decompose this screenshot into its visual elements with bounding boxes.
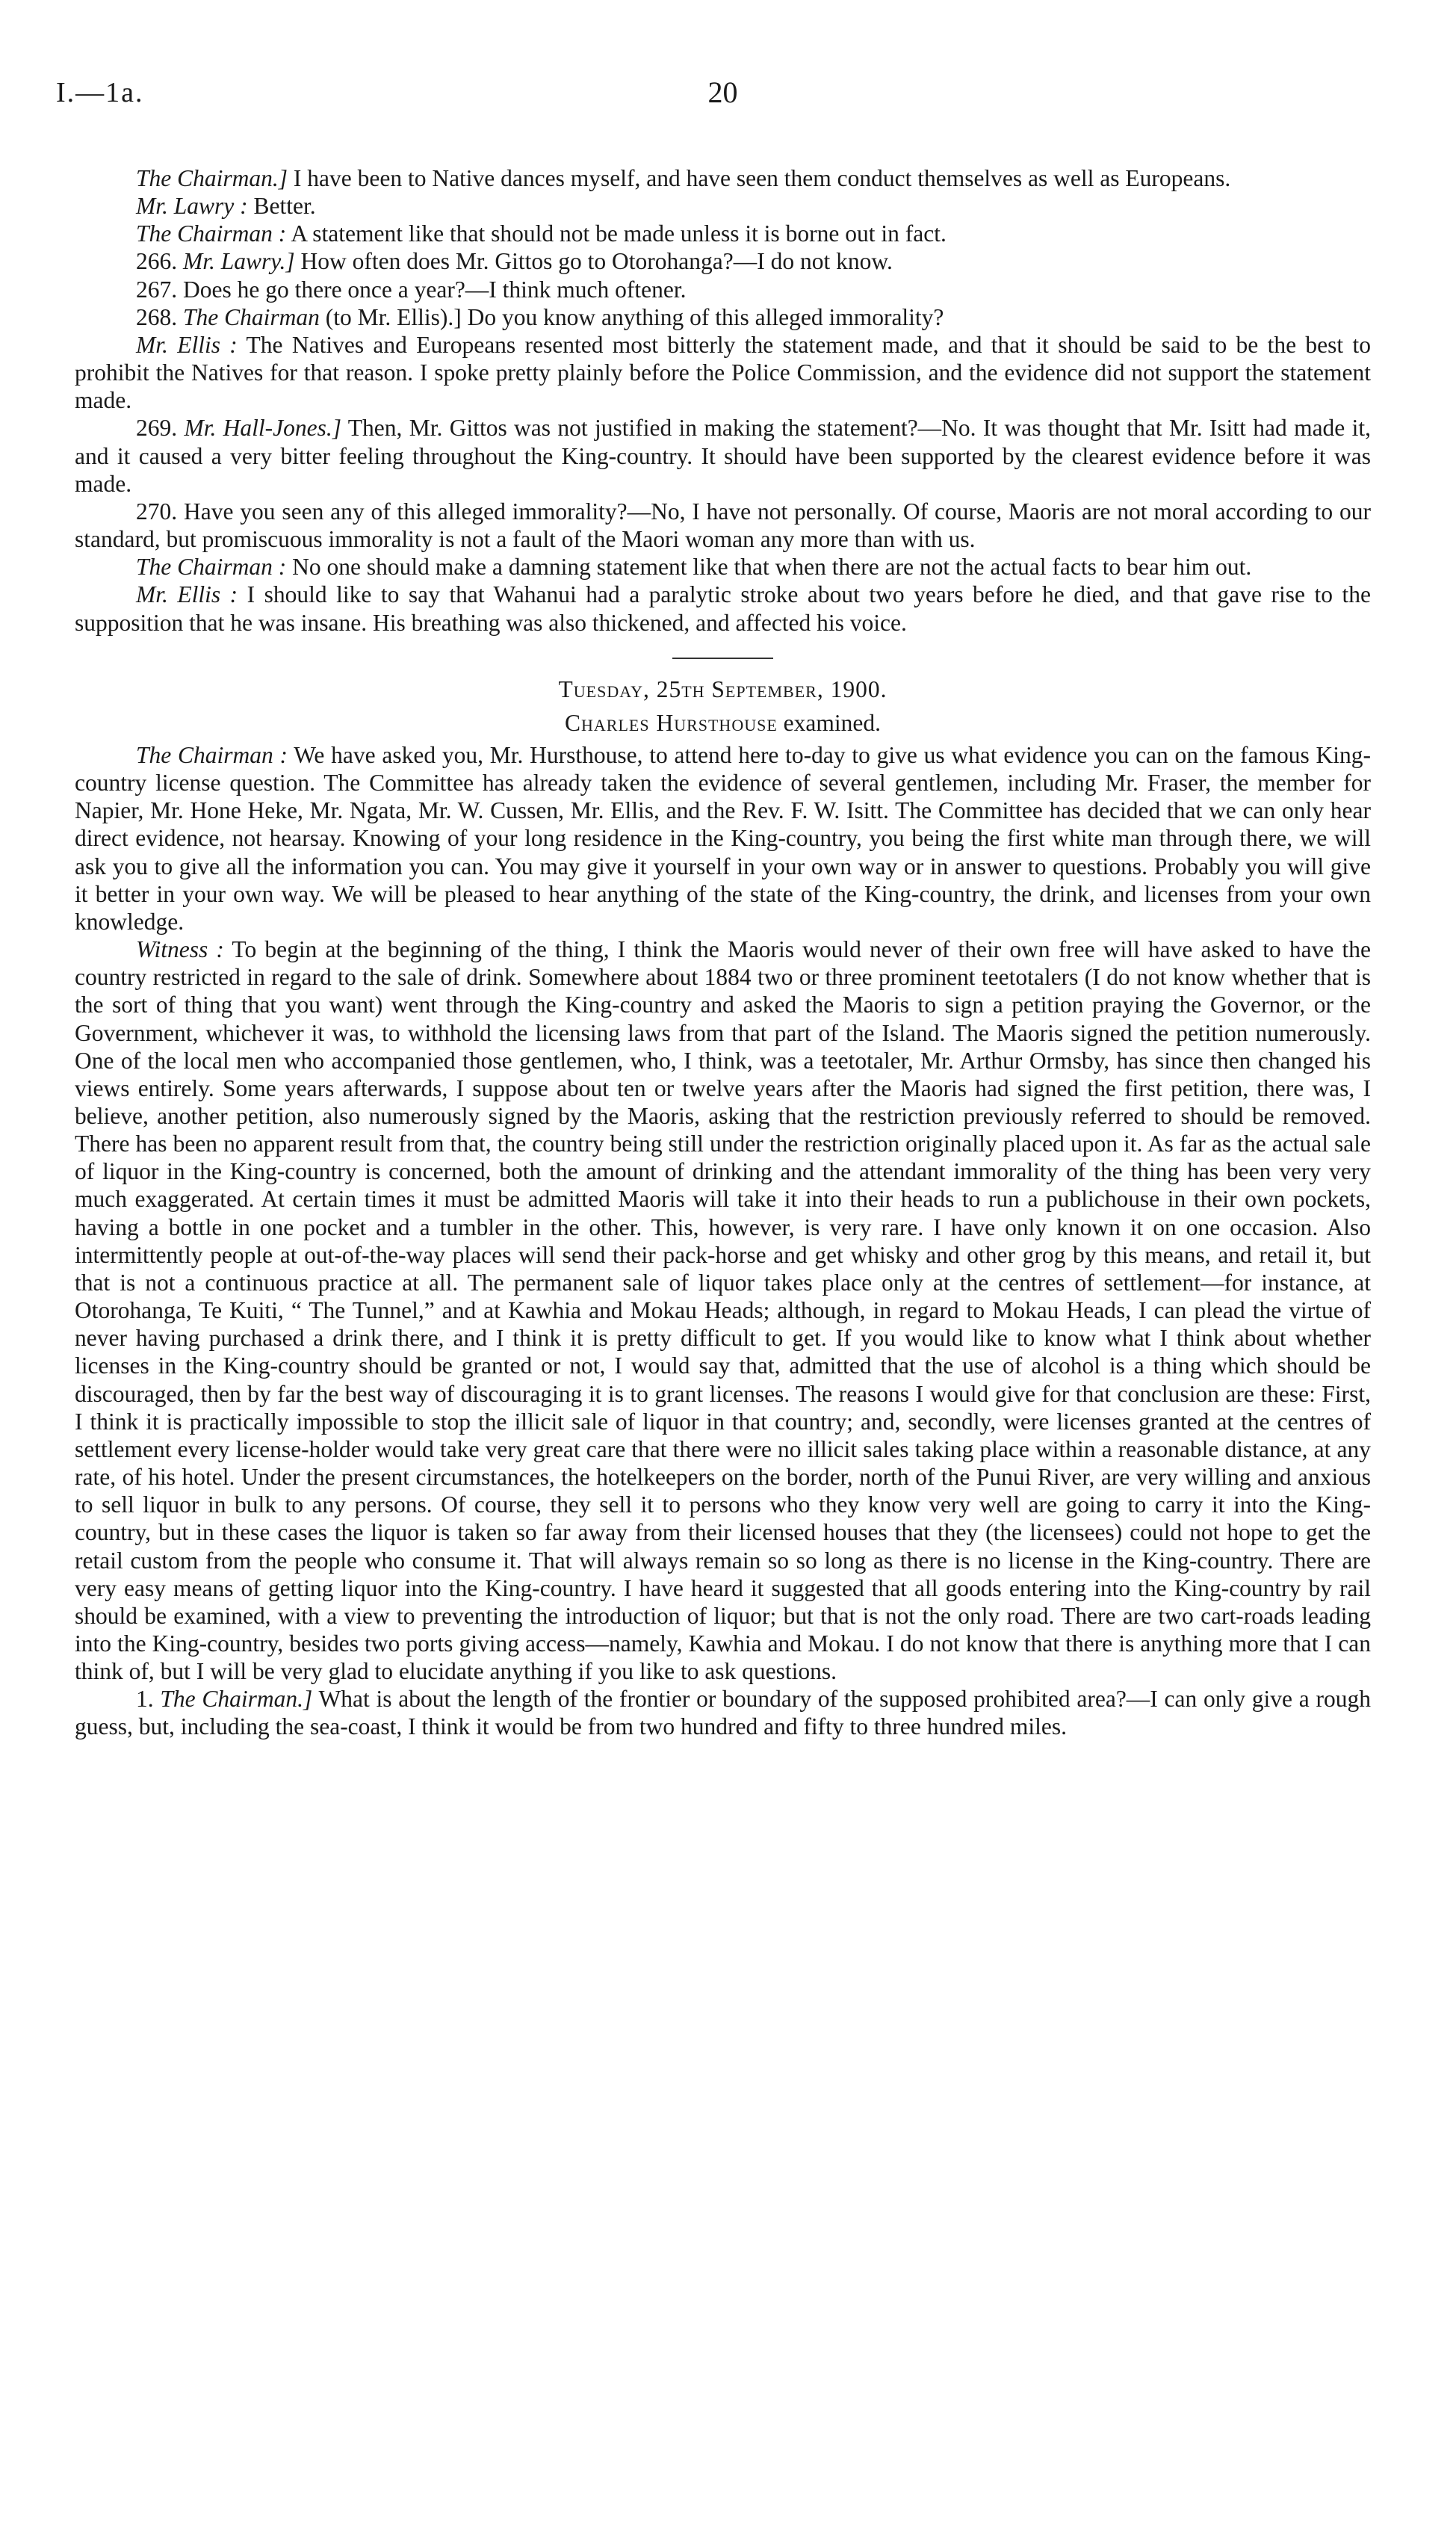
paragraph — [75, 192, 1371, 220]
paragraph-text: The Natives and Europeans resented most bitterly the statement made, and that it should be said to be the best to prohibit the Natives for that reason. I spoke pretty plainly before the Police Commission, and the evidence did not support the statement made. — [75, 331, 1371, 414]
question-number: 1. — [136, 1686, 154, 1713]
paragraph-text: I have been to Native dances myself, and have seen them conduct themselves as well as Europeans. — [288, 165, 1231, 191]
speaker-label: The Chairman : — [136, 554, 287, 581]
page-header — [56, 67, 1371, 120]
paragraph — [75, 276, 1371, 303]
paragraph-text: What is about the length of the frontier or boundary of the supposed prohibited area?—I can only give a rough guess, but, including the sea-coast, I think it would be from two hundred and fifty to three hundred miles. — [75, 1686, 1372, 1740]
witness-heading — [75, 709, 1371, 737]
paper-reference: I.—1a. — [56, 77, 144, 108]
speaker-label: The Chairman — [183, 303, 320, 330]
speaker-label: Mr. Ellis : — [136, 581, 238, 608]
paragraph-text: (to Mr. Ellis).] Do you know anything of this alleged immorality? — [319, 303, 944, 330]
paragraph-text: A statement like that should not be made unless it is borne out in fact. — [286, 220, 947, 247]
speaker-label: Witness : — [136, 936, 224, 963]
question-number: 266. — [136, 248, 178, 275]
speaker-label: Mr. Lawry : — [136, 193, 248, 220]
speaker-label: The Chairman : — [136, 741, 288, 768]
minutes-block-2 — [75, 741, 1371, 1741]
paragraph — [75, 164, 1371, 192]
paragraph-text: We have asked you, Mr. Hursthouse, to attend here to-day to give us what evidence you can on the famous King-country license question. The Committee has already taken the evidence of several gentlemen, including Mr. Fraser, the member for Napier, Mr. Hone Heke, Mr. Ngata, Mr. W. Cussen, Mr. Ellis, and the Rev. F. W. Isitt. The Committee has decided that we can only hear direct evidence, not hearsay. Knowing of your long residence in the King-country, you being the first white man through there, we will ask you to give all the information you can. You may give it yourself in your own way or in answer to questions. Probably you will give it better in your own way. We will be pleased to hear anything of the state of the King-country, the drink, and licenses from your own knowledge. — [75, 741, 1372, 935]
page-number: 20 — [707, 75, 738, 109]
paragraph — [75, 936, 1371, 1685]
speaker-label: Mr. Ellis : — [136, 331, 238, 358]
section-divider — [672, 658, 773, 659]
paragraph-text: How often does Mr. Gittos go to Otorohanga?—I do not know. — [294, 248, 893, 275]
question-number: 270. — [136, 498, 178, 525]
session-date: Tuesday, 25th September, 1900. — [558, 675, 887, 702]
paragraph-text: To begin at the beginning of the thing, I think the Maoris would never of their own free will have asked to have the country restricted in regard to the sale of drink. Somewhere about 1884 two or three prominent teetotalers (I do not know whether that is the sort of thing that you want) went through the King-country and asked the Maoris to sign a petition praying the Governor, or the Government, whichever it was, to withhold the licensing laws from that part of the Island. The Maoris signed the petition numerously. One of the local men who accompanied those gentlemen, who, I think, was a teetotaler, Mr. Arthur Ormsby, has since then changed his views entirely. Some years afterwards, I suppose about ten or twelve years after the Maoris had signed the first petition, there was, I believe, another petition, also numerously signed by the Maoris, asking that the restriction previously referred to should be removed. There has been no apparent result from that, the country being still under the restriction originally placed upon it. As far as the actual sale of liquor in the King-country is concerned, both the amount of drinking and the attendant immorality of the thing has been very very much exaggerated. At certain times it must be admitted Maoris will take it into their heads to run a publichouse in their own pockets, having a bottle in one pocket and a tumbler in the other. This, however, is very rare. I have only known it on one occasion. Also intermittently people at out-of-the-way places will send their pack-horse and get whisky and other grog by this means, and retail it, but that is not a continuous practice at all. The permanent sale of liquor takes place only at the centres of settlement—for instance, at Otorohanga, Te Kuiti, “ The Tunnel,” and at Kawhia and Mokau Heads; although, in regard to Mokau Heads, I can plead the virtue of never having purchased a drink there, and I think it is pretty difficult to get. If you would like to know what I think about whether licenses in the King-country should be granted or not, I would say that, admitted that the use of alcohol is a thing which should be discouraged, then by far the best way of discouraging it is to grant licenses. The reasons I would give for that conclusion are these: First, I think it is practically impossible to stop the illicit sale of liquor in that country; and, secondly, were licenses granted at the centres of settlement every license-holder would take very great care that there were no illicit sales taking place within a reasonable distance, at any rate, of his hotel. Under the present circumstances, the hotelkeepers on the border, north of the Punui River, are very willing and anxious to sell liquor in bulk to any persons. Of course, they sell it to persons who they know very well are going to carry it into the King-country, but in these cases the liquor is taken so far away from their licensed houses that they (the licensees) could not hope to get the retail custom from the people who consume it. That will always remain so so long as there is no license in the King-country. There are very easy means of getting liquor into the King-country. I have heard it suggested that all goods entering into the King-country by rail should be examined, with a view to preventing the introduction of liquor; but that is not the only road. There are two cart-roads leading into the King-country, besides two ports giving access—namely, Kawhia and Mokau. I do not know that there is anything more that I can think of, but I will be very glad to elucidate anything if you like to ask questions. — [75, 936, 1371, 1685]
paragraph-text: Then, Mr. Gittos was not justified in making the statement?—No. It was thought that Mr. Isitt had made it, and it caused a very bitter feeling throughout the King-country. It should have been supported by the clearest evidence before it was made. — [75, 415, 1371, 497]
paragraph — [75, 247, 1371, 275]
paragraph — [75, 331, 1371, 414]
witness-name: Charles Hursthouse — [565, 709, 778, 736]
question-number: 269. — [136, 415, 178, 442]
paragraph — [75, 1685, 1371, 1740]
paragraph-text: I should like to say that Wahanui had a paralytic stroke about two years before he died, and that gave rise to the supposition that he was insane. His breathing was also thickened, and affected his voice. — [75, 581, 1371, 636]
speaker-label: The Chairman.] — [136, 165, 288, 191]
paragraph-text: Does he go there once a year?—I think much oftener. — [183, 276, 687, 303]
document-page — [56, 67, 1372, 1741]
speaker-label: Mr. Lawry.] — [183, 248, 295, 275]
paragraph-text: Better. — [247, 193, 316, 220]
paragraph — [75, 741, 1371, 936]
document-body — [75, 164, 1371, 1741]
paragraph — [75, 498, 1371, 553]
paragraph — [75, 581, 1371, 636]
paragraph — [75, 414, 1371, 497]
speaker-label: The Chairman.] — [160, 1686, 313, 1713]
paragraph — [75, 303, 1371, 331]
examined-label: examined. — [783, 709, 881, 736]
speaker-label: The Chairman : — [136, 220, 287, 247]
question-number: 267. — [136, 276, 178, 303]
paragraph-text: No one should make a damning statement like that when there are not the actual facts to bear him out. — [286, 554, 1252, 581]
paragraph-text: Have you seen any of this alleged immorality?—No, I have not personally. Of course, Maoris are not moral according to our standard, but promiscuous immorality is not a fault of the Maori woman any more than with us. — [75, 498, 1371, 553]
speaker-label: Mr. Hall-Jones.] — [184, 415, 342, 442]
minutes-block-1 — [75, 164, 1371, 637]
question-number: 268. — [136, 303, 178, 330]
paragraph — [75, 553, 1371, 581]
paragraph — [75, 220, 1371, 247]
